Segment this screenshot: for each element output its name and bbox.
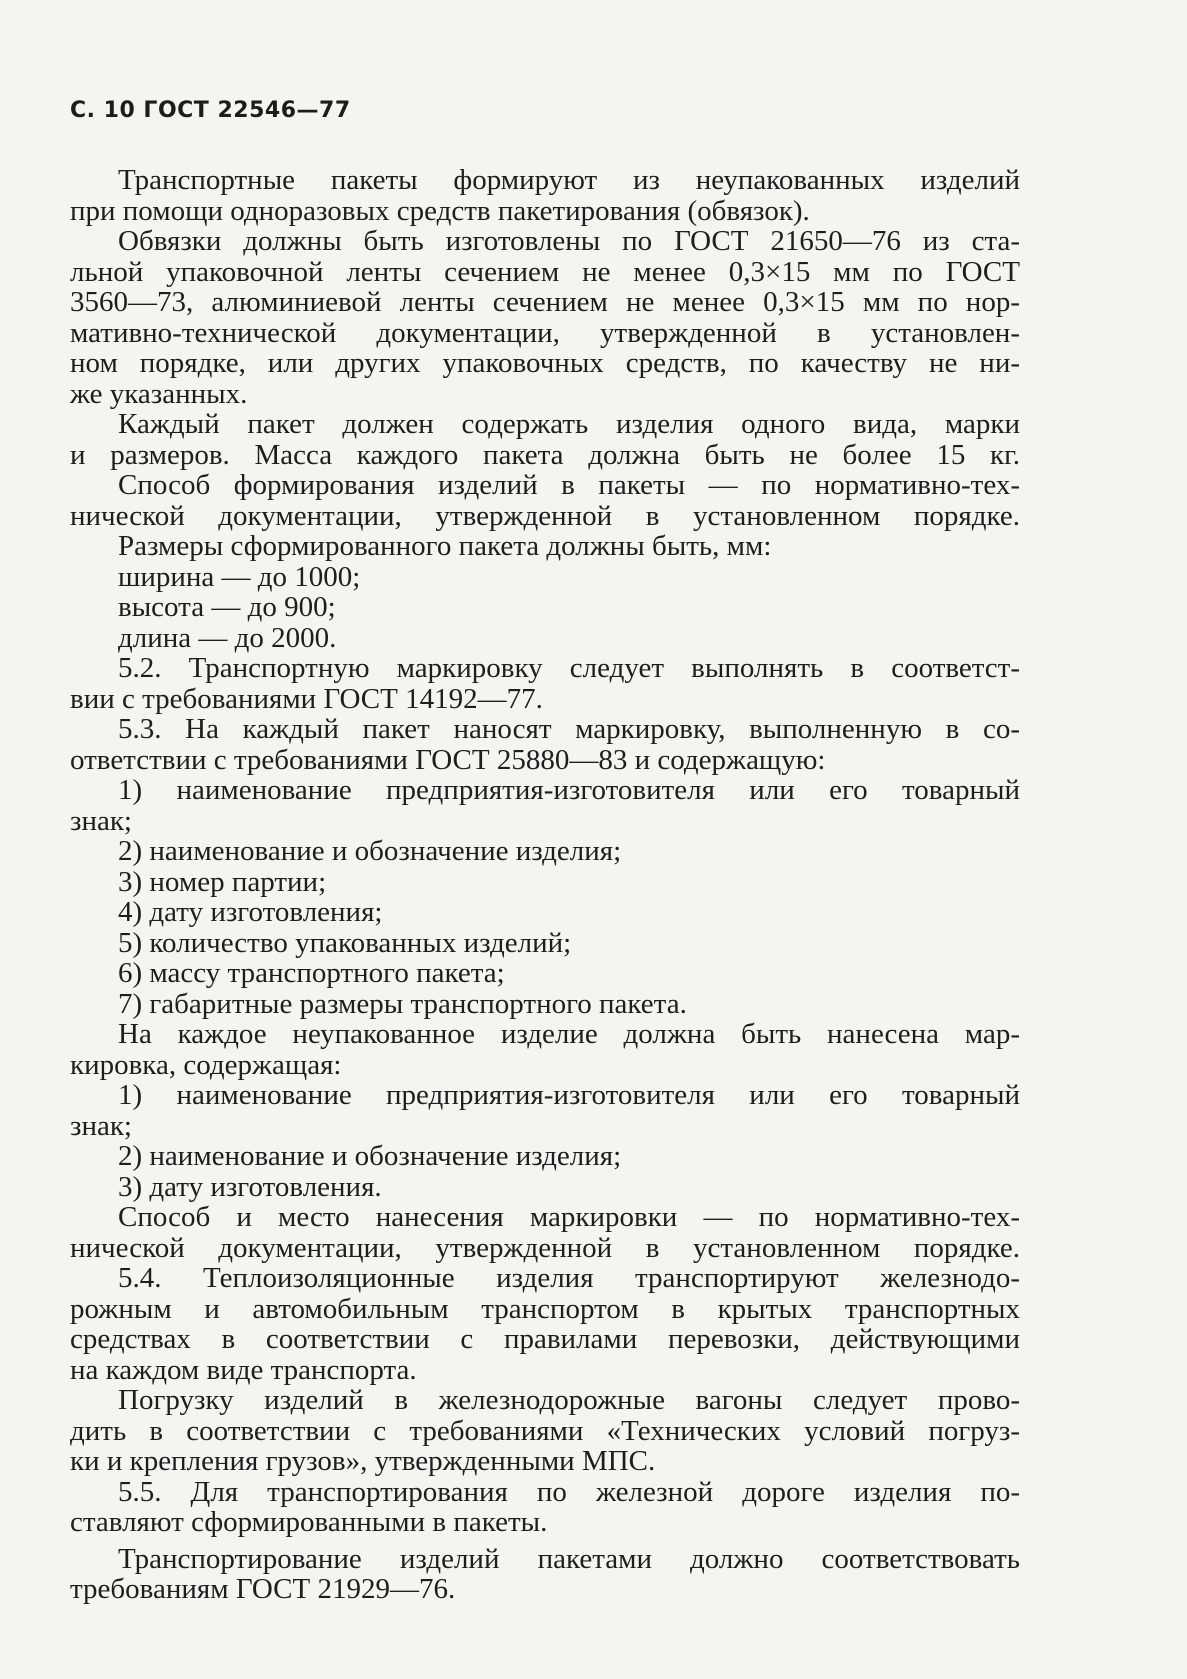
text-line: 5.3. На каждый пакет наносят маркировку, выполненную в со- xyxy=(118,713,1020,745)
text-line: и размеров. Масса каждого пакета должна быть не более 15 кг. xyxy=(70,438,1020,471)
text-line: 2) наименование и обозначение изделия; xyxy=(118,1140,622,1172)
text-line: же указанных. xyxy=(70,377,248,410)
document-body xyxy=(70,165,1020,1605)
text-line: ширина — до 1000; xyxy=(118,560,361,593)
text-line: нической документации, утвержденной в установленном порядке. xyxy=(70,499,1020,532)
text-line: Размеры сформированного пакета должны быть, мм: xyxy=(118,530,772,562)
text-line: длина — до 2000. xyxy=(118,621,337,654)
text-line: 3560—73, алюминиевой ленты сечением не менее 0,3×15 мм по нор- xyxy=(70,286,1020,318)
page-header: С. 10 ГОСТ 22546—77 xyxy=(70,98,351,123)
text-line: ставляют сформированными в пакеты. xyxy=(70,1506,548,1538)
text-line: Обвязки должны быть изготовлены по ГОСТ 21650—76 из ста- xyxy=(118,225,1020,257)
text-line: 5.4. Теплоизоляционные изделия транспортируют железнодо- xyxy=(118,1262,1020,1294)
text-line: мативно-технической документации, утвержденной в установлен- xyxy=(70,316,1020,349)
text-line: требованиям ГОСТ 21929—76. xyxy=(70,1573,456,1605)
text-line: дить в соответствии с требованиями «Технических условий погруз- xyxy=(70,1414,1020,1447)
text-line: кировка, содержащая: xyxy=(70,1048,342,1081)
text-line: Транспортирование изделий пакетами должно соответствовать xyxy=(118,1542,1020,1575)
text-line: нической документации, утвержденной в установленном порядке. xyxy=(70,1231,1020,1264)
text-line: 4) дату изготовления; xyxy=(118,896,383,928)
text-line: Способ формирования изделий в пакеты — по нормативно-тех- xyxy=(118,469,1020,501)
text-line: на каждом виде транспорта. xyxy=(70,1353,417,1386)
text-line: знак; xyxy=(70,804,132,837)
text-line: Транспортные пакеты формируют из неупакованных изделий xyxy=(118,164,1020,196)
text-line: ответствии с требованиями ГОСТ 25880—83 и содержащую: xyxy=(70,743,826,776)
text-line: 1) наименование предприятия-изготовителя или его товарный xyxy=(118,1079,1020,1111)
text-line: при помощи одноразовых средств пакетирования (обвязок). xyxy=(70,194,810,227)
text-line: 3) дату изготовления. xyxy=(118,1170,382,1203)
text-line: 7) габаритные размеры транспортного пакета. xyxy=(118,987,687,1020)
text-line: ном порядке, или других упаковочных средств, по качеству не ни- xyxy=(70,347,1020,379)
text-line: Способ и место нанесения маркировки — по нормативно-тех- xyxy=(118,1201,1020,1233)
text-line: 3) номер партии; xyxy=(118,865,327,898)
text-line: льной упаковочной ленты сечением не менее 0,3×15 мм по ГОСТ xyxy=(70,255,1020,288)
text-line: рожным и автомобильным транспортом в крытых транспортных xyxy=(70,1292,1020,1325)
text-line: ки и крепления грузов», утвержденными МПС. xyxy=(70,1445,656,1477)
text-line: Погрузку изделий в железнодорожные вагоны следует прово- xyxy=(118,1384,1020,1416)
text-line: средствах в соответствии с правилами перевозки, действующими xyxy=(70,1323,1020,1355)
text-line: 5.2. Транспортную маркировку следует выполнять в соответст- xyxy=(118,652,1020,684)
text-line: 6) массу транспортного пакета; xyxy=(118,957,505,989)
text-line: 5.5. Для транспортирования по железной дороге изделия по- xyxy=(118,1475,1020,1508)
text-line: знак; xyxy=(70,1109,132,1142)
text-line: 2) наименование и обозначение изделия; xyxy=(118,835,622,867)
text-line: 5) количество упакованных изделий; xyxy=(118,926,572,959)
text-line: 1) наименование предприятия-изготовителя или его товарный xyxy=(118,774,1020,806)
text-line: высота — до 900; xyxy=(118,591,336,623)
text-line: На каждое неупакованное изделие должна быть нанесена мар- xyxy=(118,1018,1020,1050)
text-line: Каждый пакет должен содержать изделия одного вида, марки xyxy=(118,408,1020,440)
text-line: вии с требованиями ГОСТ 14192—77. xyxy=(70,682,543,715)
